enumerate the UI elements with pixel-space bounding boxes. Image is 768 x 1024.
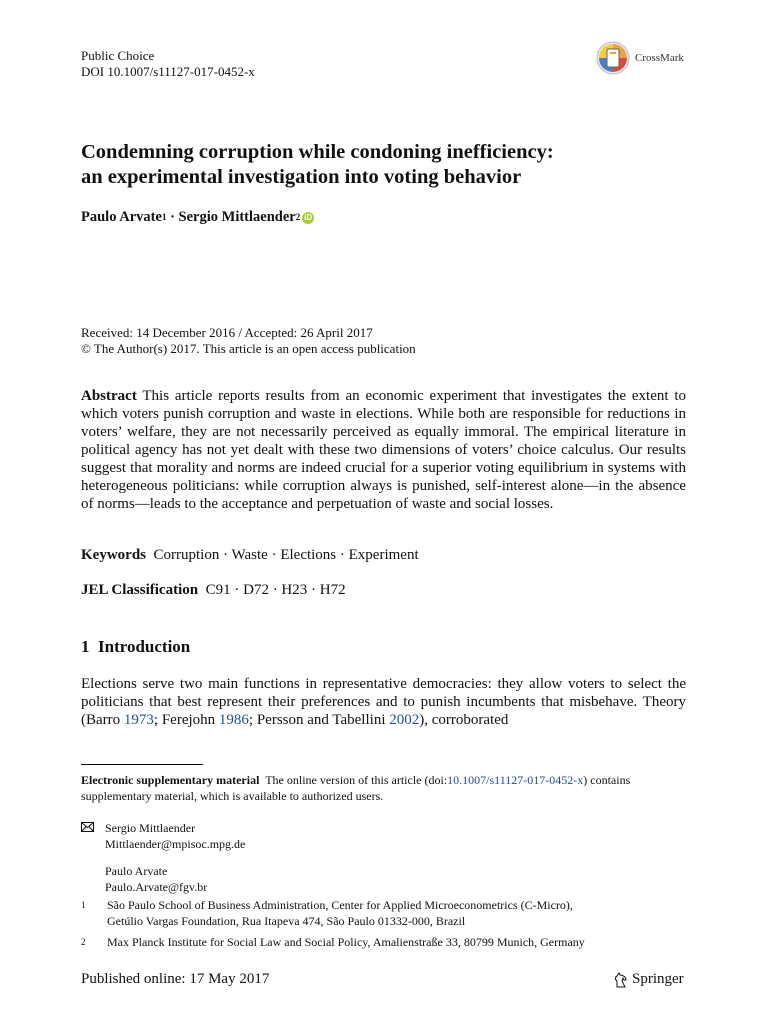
contact-2-name: Paulo Arvate — [105, 864, 168, 878]
author-1-affiliation-marker: 1 — [161, 211, 167, 222]
journal-name: Public Choice — [81, 48, 155, 63]
title-line-2: an experimental investigation into voting behavior — [81, 166, 522, 188]
corresponding-contacts — [81, 820, 245, 895]
jel-classification — [81, 582, 346, 599]
received-accepted-dates: Received: 14 December 2016 / Accepted: 26 April 2017 — [81, 325, 373, 340]
supplementary-text-1: The online version of this article (doi: — [259, 773, 448, 787]
intro-text-start: Elections serve two main functions in representative democracies: they allow voters to select the politicians that best represent their preferences and to punish incumbents that misbehave. Theory (Barro — [81, 676, 686, 728]
affiliation-1-number: 1 — [81, 900, 86, 910]
contact-1-name: Sergio Mittlaender — [105, 821, 196, 835]
jel-value: C91 · D72 · H23 · H72 — [205, 582, 346, 598]
published-online-date: Published online: 17 May 2017 — [81, 971, 270, 987]
intro-text-end: ), corroborated — [419, 712, 509, 728]
introduction-paragraph — [81, 675, 686, 729]
citation-link-barro[interactable]: 1973 — [123, 712, 154, 728]
keywords-label: Keywords — [81, 547, 146, 563]
supplementary-doi-link[interactable]: 10.1007/s11127-017-0452-x — [447, 773, 584, 787]
footnote-divider — [81, 764, 203, 765]
section-heading-introduction: 1 Introduction — [81, 637, 191, 656]
affiliation-2-line-1: Max Planck Institute for Social Law and Social Policy, Amalienstraße 33, 80799 Munich, Germany — [107, 935, 585, 949]
affiliation-1-line-1: São Paulo School of Business Administration, Center for Applied Microeconometrics (C-Micro), — [107, 898, 573, 912]
author-separator: · — [166, 209, 179, 225]
keywords — [81, 547, 419, 564]
journal-header — [81, 48, 255, 80]
supplementary-label: Electronic supplementary material — [81, 773, 260, 787]
author-list — [81, 209, 314, 226]
publisher-name: Springer — [632, 971, 684, 987]
citation-link-persson-tabellini[interactable]: 2002 — [389, 712, 420, 728]
envelope-icon — [81, 820, 97, 895]
publisher-logo[interactable] — [614, 971, 684, 988]
affiliation-2-number: 2 — [81, 937, 86, 947]
author-2-affiliation-marker: 2 — [295, 211, 301, 222]
springer-horse-icon — [614, 972, 628, 988]
keywords-value: Corruption · Waste · Elections · Experiment — [153, 547, 419, 563]
affiliation-1-line-2: Getúlio Vargas Foundation, Rua Itapeva 474, São Paulo 01332-000, Brazil — [107, 914, 466, 928]
intro-text-sep-1: ; Ferejohn — [153, 712, 219, 728]
abstract — [81, 387, 686, 513]
supplementary-material-note — [81, 772, 691, 804]
article-doi: DOI 10.1007/s11127-017-0452-x — [81, 64, 255, 79]
crossmark-icon — [596, 41, 630, 75]
jel-label: JEL Classification — [81, 582, 199, 598]
abstract-label: Abstract — [81, 388, 137, 404]
article-dates — [81, 325, 416, 357]
affiliation-1 — [81, 897, 573, 929]
crossmark-badge[interactable] — [596, 41, 684, 75]
crossmark-label: CrossMark — [635, 52, 684, 64]
affiliation-2 — [81, 934, 585, 950]
title-line-1: Condemning corruption while condoning inefficiency: — [81, 141, 554, 163]
orcid-icon[interactable]: iD — [304, 212, 313, 222]
citation-link-ferejohn[interactable]: 1986 — [218, 712, 249, 728]
author-2-name[interactable]: Sergio Mittlaender — [178, 209, 296, 225]
contact-1-email[interactable]: Mittlaender@mpisoc.mpg.de — [105, 837, 246, 851]
copyright-notice: © The Author(s) 2017. This article is an open access publication — [81, 341, 416, 356]
intro-text-sep-2: ; Persson and Tabellini — [248, 712, 390, 728]
article-title — [81, 140, 691, 190]
author-1-name[interactable]: Paulo Arvate — [81, 209, 162, 225]
supplementary-text-2: ) contains supplementary material, which is available to authorized users. — [81, 773, 631, 803]
abstract-text: This article reports results from an economic experiment that investigates the extent to which voters punish corruption and waste in elections. While both are responsible for reductions in voters’ welfare, they are not necessarily perceived as equally immoral. The empirical literature in political agency has not yet dealt with these two dimensions of voters’ choice calculus. Our results suggest that morality and norms are indeed crucial for a superior voting equilibrium in systems with heterogeneous politicians: while corruption always is punished, self-interest alone—in the absence of norms—leads to the acceptance and perpetuation of waste and social losses. — [81, 388, 686, 512]
contact-2-email[interactable]: Paulo.Arvate@fgv.br — [105, 880, 208, 894]
